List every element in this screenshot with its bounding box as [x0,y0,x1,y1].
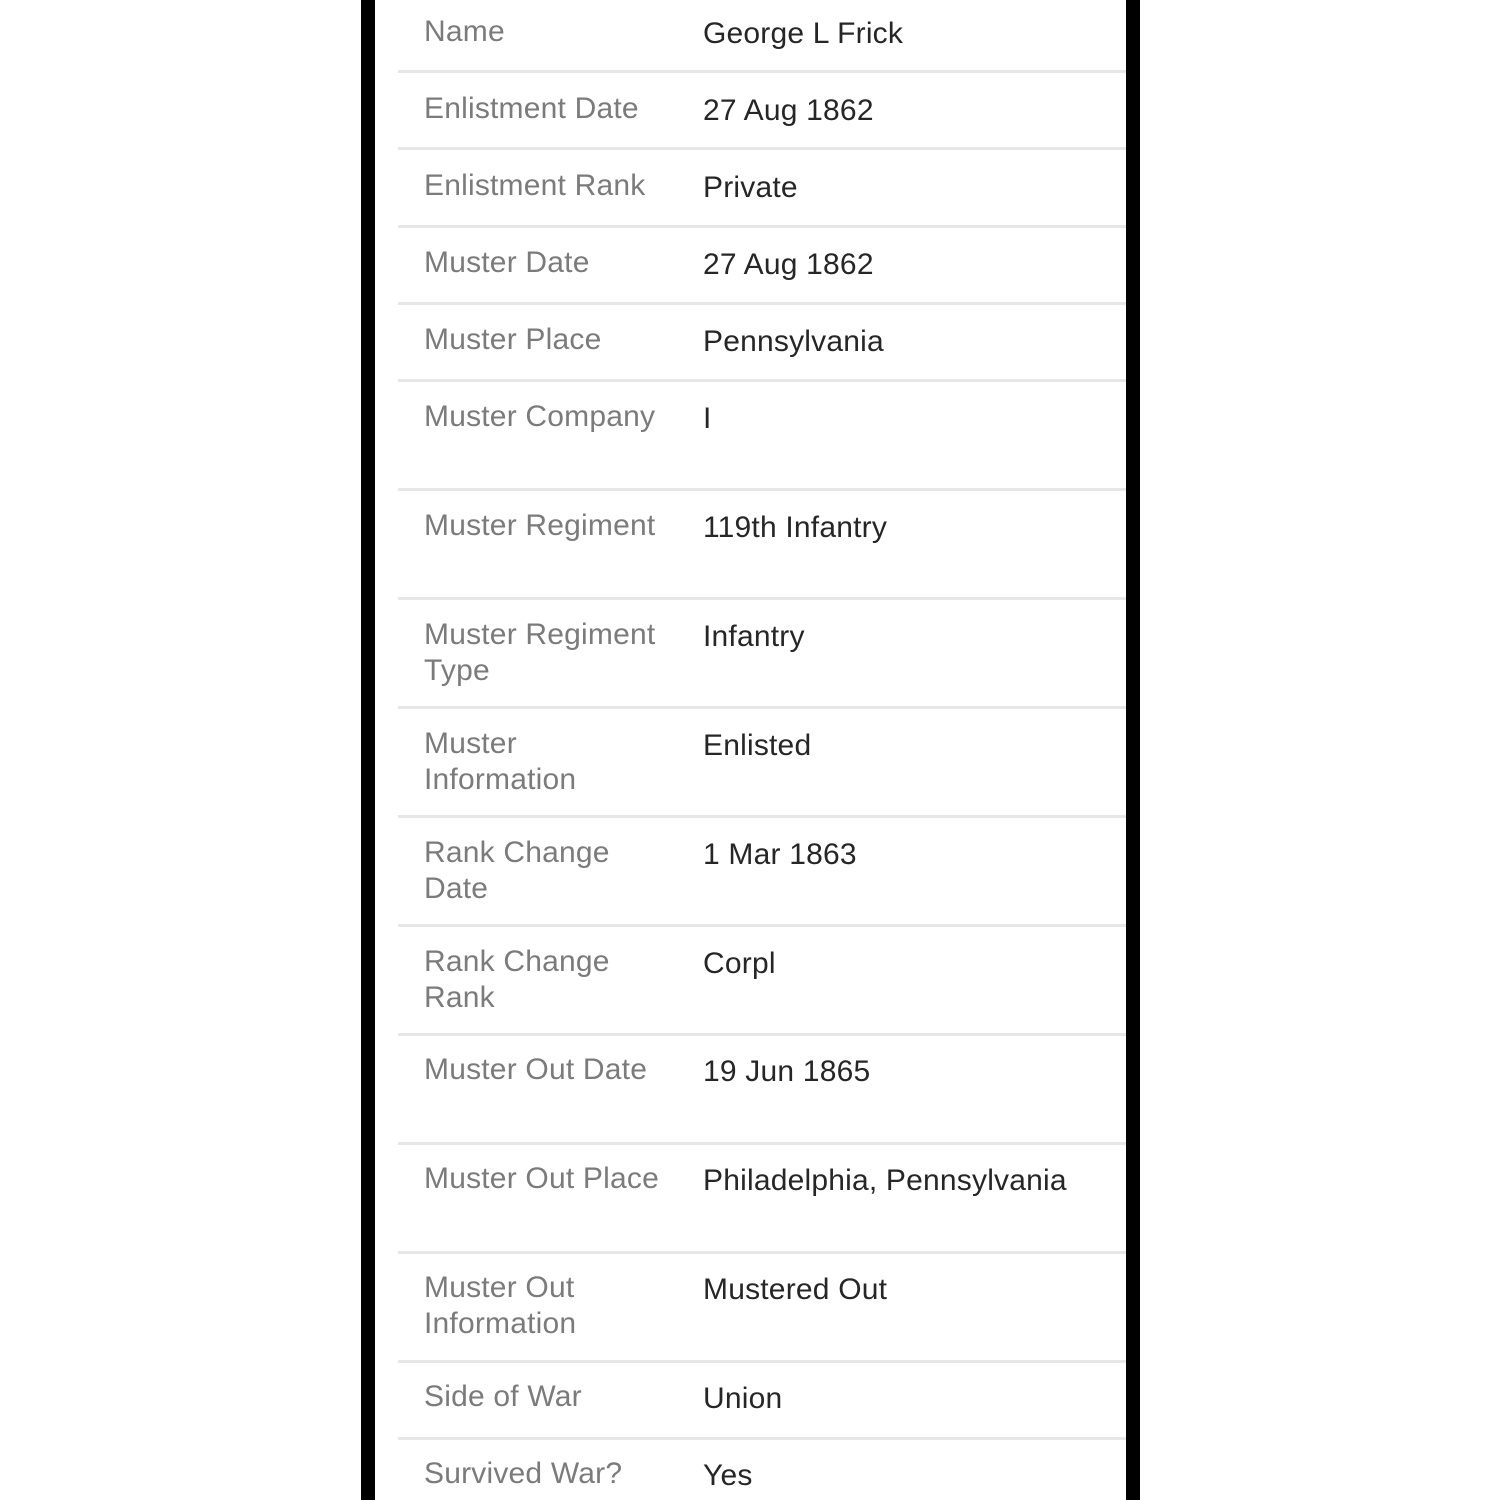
row-muster-regiment [398,491,1126,600]
row-muster-out-date [398,1036,1126,1145]
row-name [398,0,1126,73]
field-value: Corpl [703,947,776,980]
row-muster-regiment-type [398,600,1126,709]
row-survived-war [398,1440,1126,1500]
field-value: Enlisted [703,729,812,762]
row-rank-change-rank [398,927,1126,1036]
field-value: Mustered Out [703,1273,888,1306]
field-value: I [703,402,712,435]
field-label: Name [424,15,505,48]
field-label: Muster Out Information [424,1271,577,1340]
row-muster-out-place [398,1145,1126,1254]
military-record-table [375,0,1126,1500]
field-value: Philadelphia, Pennsylvania [703,1164,1067,1197]
row-muster-date [398,228,1126,305]
field-label: Muster Date [424,246,590,279]
field-value: 119th Infantry [703,511,888,544]
row-muster-company [398,382,1126,491]
field-value: 27 Aug 1862 [703,94,874,127]
field-label: Muster Information [424,727,577,796]
field-value: Private [703,171,798,204]
field-label: Muster Regiment [424,509,656,542]
field-value: 27 Aug 1862 [703,248,874,281]
row-muster-out-information [398,1254,1126,1363]
row-rank-change-date [398,818,1126,927]
field-label: Enlistment Date [424,92,639,125]
row-muster-place [398,305,1126,382]
field-label: Rank Change Date [424,836,610,905]
field-label: Enlistment Rank [424,169,646,202]
field-label: Muster Out Place [424,1162,659,1195]
field-value: Infantry [703,620,805,653]
row-enlistment-rank [398,150,1126,228]
field-value: 1 Mar 1863 [703,838,857,871]
field-label: Side of War [424,1380,582,1413]
field-label: Muster Out Date [424,1053,648,1086]
row-enlistment-date [398,73,1126,150]
field-label: Muster Company [424,400,656,433]
field-label: Muster Regiment Type [424,618,656,687]
field-value: George L Frick [703,17,904,50]
field-label: Muster Place [424,323,602,356]
field-value: 19 Jun 1865 [703,1055,871,1088]
right-frame-border [1126,0,1140,1500]
row-side-of-war [398,1363,1126,1440]
field-value: Union [703,1382,783,1415]
left-frame-border [361,0,375,1500]
row-muster-information [398,709,1126,818]
field-label: Survived War? [424,1457,623,1490]
field-value: Pennsylvania [703,325,884,358]
field-value: Yes [703,1459,753,1492]
field-label: Rank Change Rank [424,945,610,1014]
